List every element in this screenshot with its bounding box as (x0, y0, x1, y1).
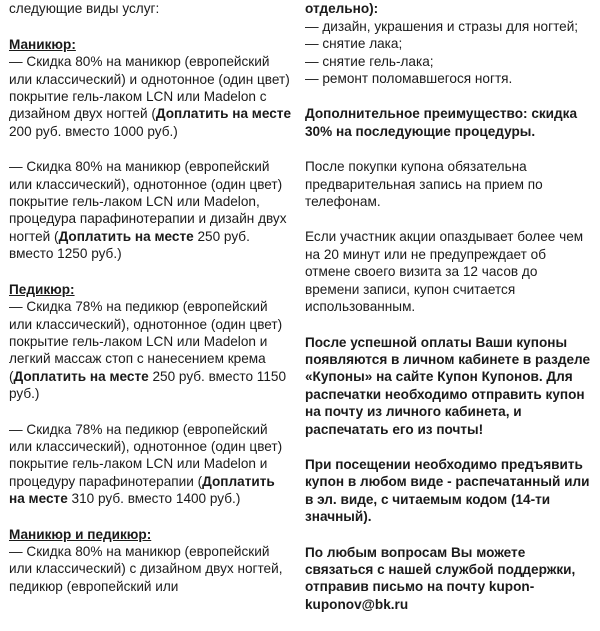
combo-heading: Маникюр и педикюр: (9, 526, 152, 542)
after-payment-text: После успешной оплаты Ваши купоны появляются в личном кабинете в разделе «Купоны» на сайте Купон Купонов. Для распечатки необходимо отправить купон на почту из личного кабинета, и распечатать его из почты! (305, 334, 591, 437)
excluded-heading: отдельно): (305, 1, 379, 17)
excluded-item-polish-removal: — снятие лака; (305, 36, 403, 52)
excluded-list (305, 18, 595, 88)
pedicure-offer-1-text: — Скидка 78% на педикюр (европейский или классический), однотонное (один цвет) покрытие гель-лаком LCN или Madelon и легкий массаж стоп с нанесением крема ( (9, 299, 283, 384)
manicure-offer-2 (9, 158, 293, 262)
excluded-item-nail-repair: — ремонт поломавшегося ногтя. (305, 71, 513, 87)
right-column (305, 0, 595, 631)
manicure-heading: Маникюр: (9, 36, 76, 52)
excluded-item-design: — дизайн, украшения и стразы для ногтей; (305, 18, 579, 34)
combo-offer-1-text: — Скидка 80% на маникюр (европейский или классический) с дизайном двух ногтей, педикюр (европейский или (9, 543, 283, 594)
manicure-offer-1-price: 200 руб. вместо 1000 руб.) (9, 123, 178, 139)
left-column (9, 0, 293, 595)
combo-section (9, 526, 293, 596)
pedicure-heading: Педикюр: (9, 281, 75, 297)
pedicure-offer-2-pay-label: Доплатить на месте (9, 473, 275, 507)
manicure-section (9, 36, 293, 140)
pedicure-offer-1-pay-label: Доплатить на месте (13, 368, 149, 384)
manicure-offer-1-text: — Скидка 80% на маникюр (европейский или классический) и однотонное (один цвет) покрытие гель-лаком LCN или Madelon с дизайном двух ногтей ( (9, 54, 290, 122)
excluded-item-gel-removal: — снятие гель-лака; (305, 53, 434, 69)
visit-text: При посещении необходимо предъявить купон в любом виде - распечатанный или в эл. виде, с читаемым кодом (14-ти значный). (305, 456, 590, 525)
support-text: По любым вопросам Вы можете связаться с нашей службой поддержки, отправив письмо на почту kupon-kuponov@bk.ru (305, 544, 576, 612)
pedicure-offer-2-price: 310 руб. вместо 1400 руб.) (67, 491, 241, 507)
late-policy-text: Если участник акции опаздывает более чем на 20 минут или не предупреждает об отмене своего визита за 12 часов до времени записи, купон считается использованным. (305, 229, 584, 315)
manicure-offer-2-price: 250 руб. вместо 1250 руб.) (9, 228, 250, 262)
manicure-offer-1-pay-label: Доплатить на месте (155, 106, 292, 122)
booking-text: После покупки купона обязательна предварительная запись на прием по телефонам. (305, 159, 543, 210)
pedicure-offer-2-text: — Скидка 78% на педикюр (европейский или классический), однотонное (один цвет) покрытие гель-лаком LCN или Madelon и процедуру парафинотерапии ( (9, 421, 283, 489)
pedicure-offer-2 (9, 421, 293, 508)
manicure-offer-2-text: — Скидка 80% на маникюр (европейский или классический), однотонное (один цвет) покрытие гель-лаком LCN или Madelon, процедура парафинотерапии и дизайн двух ногтей ( (9, 159, 287, 244)
pedicure-section (9, 281, 293, 403)
intro-text: следующие виды услуг: (9, 1, 160, 17)
pedicure-offer-1-price: 250 руб. вместо 1150 руб.) (9, 368, 287, 402)
advantage-text: Дополнительное преимущество: скидка 30% на последующие процедуры. (305, 106, 578, 139)
manicure-offer-2-pay-label: Доплатить на месте (58, 228, 194, 244)
